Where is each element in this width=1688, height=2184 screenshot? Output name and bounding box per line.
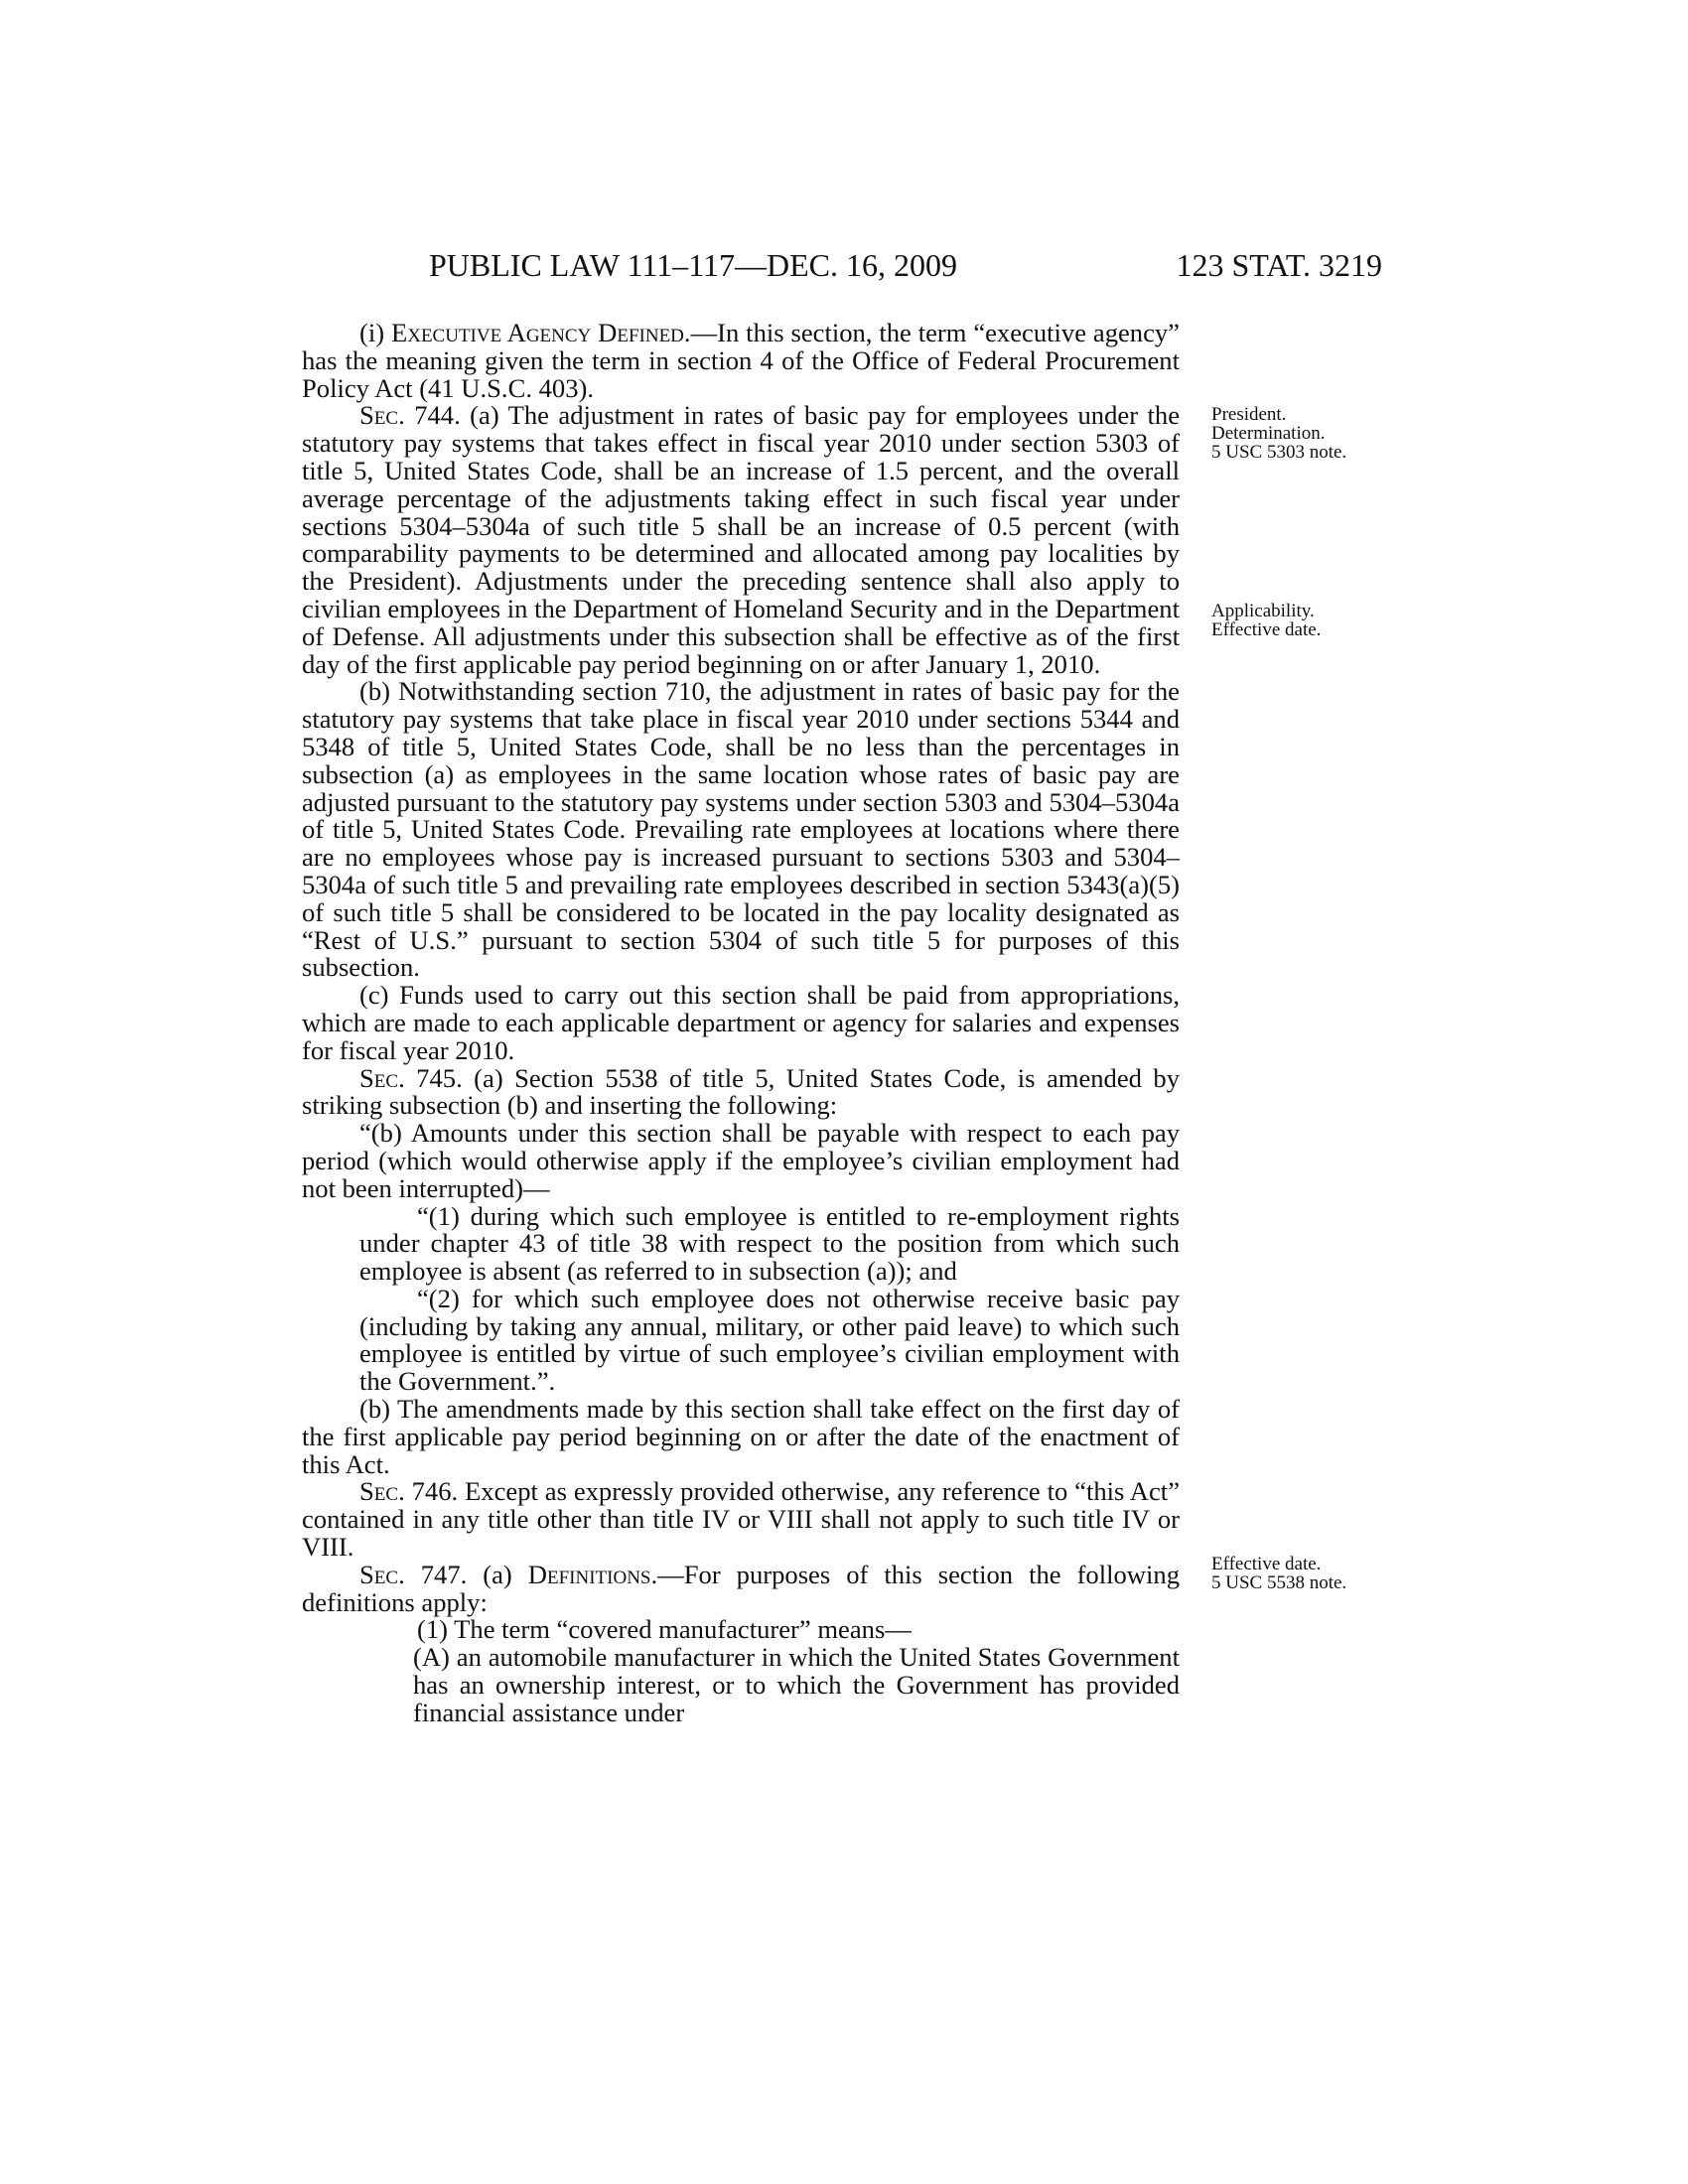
paragraph-sec-746: Sec. 746. Except as expressly provided otherwise, any reference to “this Act” contained in any title other than title IV or VIII shall not apply to such title IV or VIII. [302, 1476, 1180, 1563]
header-title: PUBLIC LAW 111–117—DEC. 16, 2009 [429, 247, 957, 283]
paragraph-sec-744-c: (c) Funds used to carry out this section shall be paid from appropriations, which are made to each applicable department or agency for salaries and expenses for fiscal year 2010. [302, 980, 1180, 1065]
paragraph-quoted-1: “(1) during which such employee is entitled to re-employment rights under chapter 43 of title 38 with respect to the position from which such employee is absent (as referred to in subsection (a)); and [359, 1200, 1180, 1287]
paragraph-automobile-manufacturer: (A) an automobile manufacturer in which the United States Government has an ownership interest, or to which the Government has provided financial assistance under [413, 1642, 1180, 1727]
paragraph-sec-745-a: Sec. 745. (a) Section 5538 of title 5, United States Code, is amended by striking subsection (b) and inserting the following: [302, 1062, 1180, 1121]
statute-body [302, 320, 1180, 1727]
paragraph-sec-747-a: Sec. 747. (a) Definitions.—For purposes of this section the following definitions apply: [302, 1559, 1180, 1617]
paragraph-sec-745-b: (b) The amendments made by this section shall take effect on the first day of the first applicable pay period beginning on or after the date of the enactment of this Act. [302, 1394, 1180, 1479]
header-stat-page: 123 STAT. 3219 [1176, 247, 1382, 283]
margin-note-effective-date: Effective date. 5 USC 5538 note. [1211, 1554, 1347, 1593]
paragraph-covered-manufacturer: (1) The term “covered manufacturer” means— [417, 1614, 912, 1645]
paragraph-quoted-b: “(b) Amounts under this section shall be payable with respect to each pay period (which would otherwise apply if the employee’s civilian employment had not been interrupted)— [302, 1118, 1180, 1203]
paragraph-sec-744-a: Sec. 744. (a) The adjustment in rates of basic pay for employees under the statutory pay systems that takes effect in fiscal year 2010 under section 5303 of title 5, United States Code, shall be an increase of 1.5 percent, and the overall average percentage of the adjustments taking effect in such fiscal year under sections 5304–5304a of such title 5 shall be an increase of 0.5 percent (with comparability payments to be determined and allocated among pay localities by the President). Adjustments under the preceding sentence shall also apply to civilian employees in the Department of Homeland Security and in the Department of Defense. All adjustments under this subsection shall be effective as of the first day of the first applicable pay period beginning on or after January 1, 2010. [302, 400, 1180, 679]
paragraph-quoted-2: “(2) for which such employee does not otherwise receive basic pay (including by taking any annual, military, or other paid leave) to which such employee is entitled by virtue of such employee’s civilian employment with the Government.”. [359, 1283, 1180, 1397]
paragraph-executive-agency-defined: (i) Executive Agency Defined.—In this section, the term “executive agency” has the meaning given the term in section 4 of the Office of Federal Procurement Policy Act (41 U.S.C. 403). [302, 318, 1180, 403]
subsection-heading: Executive Agency Defined [390, 318, 684, 347]
running-header [298, 245, 1382, 285]
margin-note-president-determination: President. Determination. 5 USC 5303 note. [1211, 404, 1347, 463]
paragraph-sec-744-b: (b) Notwithstanding section 710, the adjustment in rates of basic pay for the statutory pay systems that take place in fiscal year 2010 under sections 5344 and 5348 of title 5, United States Code, shall be no less than the percentages in subsection (a) as employees in the same location whose rates of basic pay are adjusted pursuant to the statutory pay systems under section 5303 and 5304–5304a of title 5, United States Code. Prevailing rate employees at locations where there are no employees whose pay is increased pursuant to sections 5303 and 5304–5304a of such title 5 and prevailing rate employees described in section 5343(a)(5) of such title 5 shall be considered to be located in the pay locality designated as “Rest of U.S.” pursuant to section 5304 of such title 5 for purposes of this subsection. [302, 676, 1180, 983]
margin-note-applicability: Applicability. Effective date. [1211, 601, 1322, 640]
